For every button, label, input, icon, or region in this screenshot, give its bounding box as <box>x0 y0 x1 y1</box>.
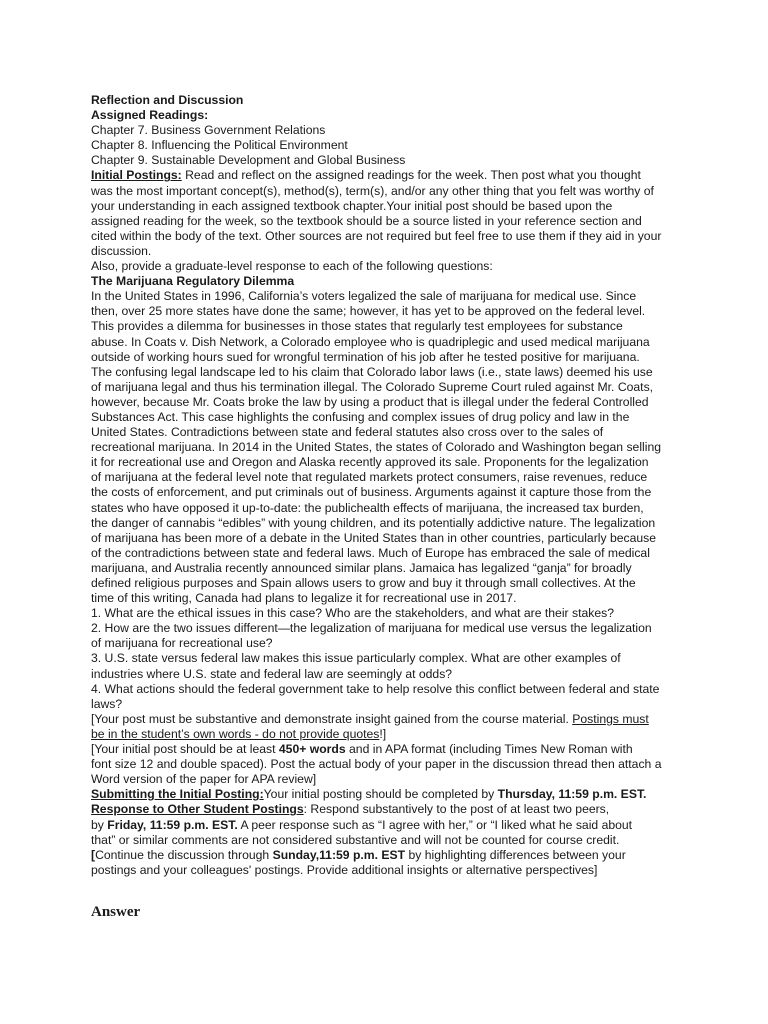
apa-note: Word version of the paper for APA review] <box>91 772 317 787</box>
case-line: United States. Contradictions between state and federal statutes also cross over to the sales of <box>91 425 604 440</box>
answer-heading: Answer <box>91 904 141 920</box>
case-line: outside of working hours sued for wrongful termination of his job after he tested positive for marijuana. <box>91 349 640 364</box>
apa-note: font size 12 and double spaced). Post the actual body of your paper in the discussion thread then attach a <box>91 757 662 772</box>
chapter-item: Chapter 7. Business Government Relations <box>91 123 326 138</box>
paragraph-line: cited within the body of the text. Other sources are not required but feel free to use them if they aid in your <box>91 228 662 243</box>
case-title: The Marijuana Regulatory Dilemma <box>91 274 295 289</box>
assigned-readings-label: Assigned Readings: <box>91 108 209 123</box>
conclude-line: [Continue the discussion through Sunday,11:59 p.m. EST by highlighting differences between your <box>91 847 626 862</box>
conclude-line: postings and your colleagues' postings. Provide additional insights or alternative perspectives] <box>91 862 598 877</box>
sunday-deadline: Sunday,11:59 p.m. EST <box>272 847 406 862</box>
case-line: then, over 25 more states have done the same; however, it has yet to be approved on the federal level. <box>91 304 646 319</box>
case-line: the danger of cannabis “edibles” with young children, and its potentially addictive nature. The legalization <box>91 515 656 530</box>
case-line: Substances Act. This case highlights the confusing and complex issues of drug policy and law in the <box>91 409 630 424</box>
document-body <box>91 93 691 878</box>
paragraph-line: Also, provide a graduate-level response to each of the following questions: <box>91 259 493 274</box>
question-line: 4. What actions should the federal government take to help resolve this conflict between federal and state <box>91 681 660 696</box>
case-line: of the contradictions between state and federal laws. Much of Europe has embraced the sale of medical <box>91 545 650 560</box>
question-line: 3. U.S. state versus federal law makes this issue particularly complex. What are other examples of <box>91 651 621 666</box>
case-line: of marijuana has been more of a debate in the United States than in other countries, particularly because <box>91 530 657 545</box>
case-line: it for recreational use and Oregon and Alaska recently approved its sale. Proponents for the legalization <box>91 455 649 470</box>
case-line: however, because Mr. Coats broke the law by using a product that is illegal under the federal Controlled <box>91 394 649 409</box>
case-line: of marijuana at the federal level note that regulated markets protect consumers, raise revenues, reduce <box>91 470 648 485</box>
paragraph-line: your understanding in each assigned textbook chapter.Your initial post should be based upon the <box>91 198 613 213</box>
submit-label: Submitting the Initial Posting: <box>91 787 264 802</box>
case-line: states who have opposed it up-to-date: the publichealth effects of marijuana, the increased tax burden, <box>91 500 644 515</box>
case-line: In the United States in 1996, California’s voters legalized the sale of marijuana for medical use. Since <box>91 289 637 304</box>
question-line: of marijuana for recreational use? <box>91 636 273 651</box>
friday-deadline: Friday, 11:59 p.m. EST. <box>107 817 238 832</box>
response-line: Response to Other Student Postings: Respond substantively to the post of at least two peers, <box>91 802 610 817</box>
case-line: of marijuana legal and thus his termination illegal. The Colorado Supreme Court ruled against Mr. Coats, <box>91 379 654 394</box>
question-line: 1. What are the ethical issues in this case? Who are the stakeholders, and what are their stakes? <box>91 606 614 621</box>
paragraph-line: assigned reading for the week, so the textbook should be a source listed in your reference section and <box>91 213 642 228</box>
instruction-note: [Your post must be substantive and demonstrate insight gained from the course material. Postings must <box>91 711 649 726</box>
case-line: marijuana, and Australia recently announced similar plans. Jamaica has legalized “ganja” for broadly <box>91 560 632 575</box>
case-line: the costs of enforcement, and put criminals out of business. Arguments against it capture those from the <box>91 485 652 500</box>
question-line: laws? <box>91 696 123 711</box>
case-line: This provides a dilemma for businesses in those states that regularly test employees for substance <box>91 319 623 334</box>
response-label: Response to Other Student Postings <box>91 802 304 817</box>
peer-line: that” or similar comments are not considered substantive and will not be counted for course credit. <box>91 832 620 847</box>
question-line: industries where U.S. state and federal law are seemingly at odds? <box>91 666 453 681</box>
friday-line: by Friday, 11:59 p.m. EST. A peer response such as “I agree with her,” or “I liked what he said about <box>91 817 633 832</box>
case-line: defined religious purposes and Spain allows users to grow and buy it through small collectives. At the <box>91 576 636 590</box>
document-heading: Reflection and Discussion <box>91 93 244 107</box>
apa-note: [Your initial post should be at least 450+ words and in APA format (including Times New Roman with <box>91 742 633 757</box>
case-line: recreational marijuana. In 2014 in the United States, the states of Colorado and Washington began selling <box>91 440 662 455</box>
initial-postings-line: Initial Postings: Read and reflect on the assigned readings for the week. Then post what you thought <box>91 168 641 183</box>
case-line: The confusing legal landscape led to his claim that Colorado labor laws (i.e., state laws) deemed his use <box>91 364 653 379</box>
case-line: time of this writing, Canada had plans to legalize it for recreational use in 2017. <box>91 591 517 606</box>
chapter-item: Chapter 8. Influencing the Political Environment <box>91 138 348 153</box>
thursday-deadline: Thursday, 11:59 p.m. EST. <box>497 787 647 802</box>
case-line: abuse. In Coats v. Dish Network, a Colorado employee who is quadriplegic and used medical marijuana <box>91 334 650 349</box>
submit-deadline-line: Submitting the Initial Posting:Your initial posting should be completed by Thursday, 11:59 p.m. EST. <box>91 787 647 802</box>
instruction-note: be in the student’s own words - do not provide quotes!] <box>91 726 387 741</box>
paragraph-line: discussion. <box>91 243 152 258</box>
chapter-item: Chapter 9. Sustainable Development and Global Business <box>91 153 406 168</box>
question-line: 2. How are the two issues different—the legalization of marijuana for medical use versus the legalization <box>91 621 652 636</box>
initial-postings-label: Initial Postings: <box>91 168 182 183</box>
paragraph-line: was the most important concept(s), method(s), term(s), and/or any other thing that you felt was worthy of <box>91 183 654 198</box>
